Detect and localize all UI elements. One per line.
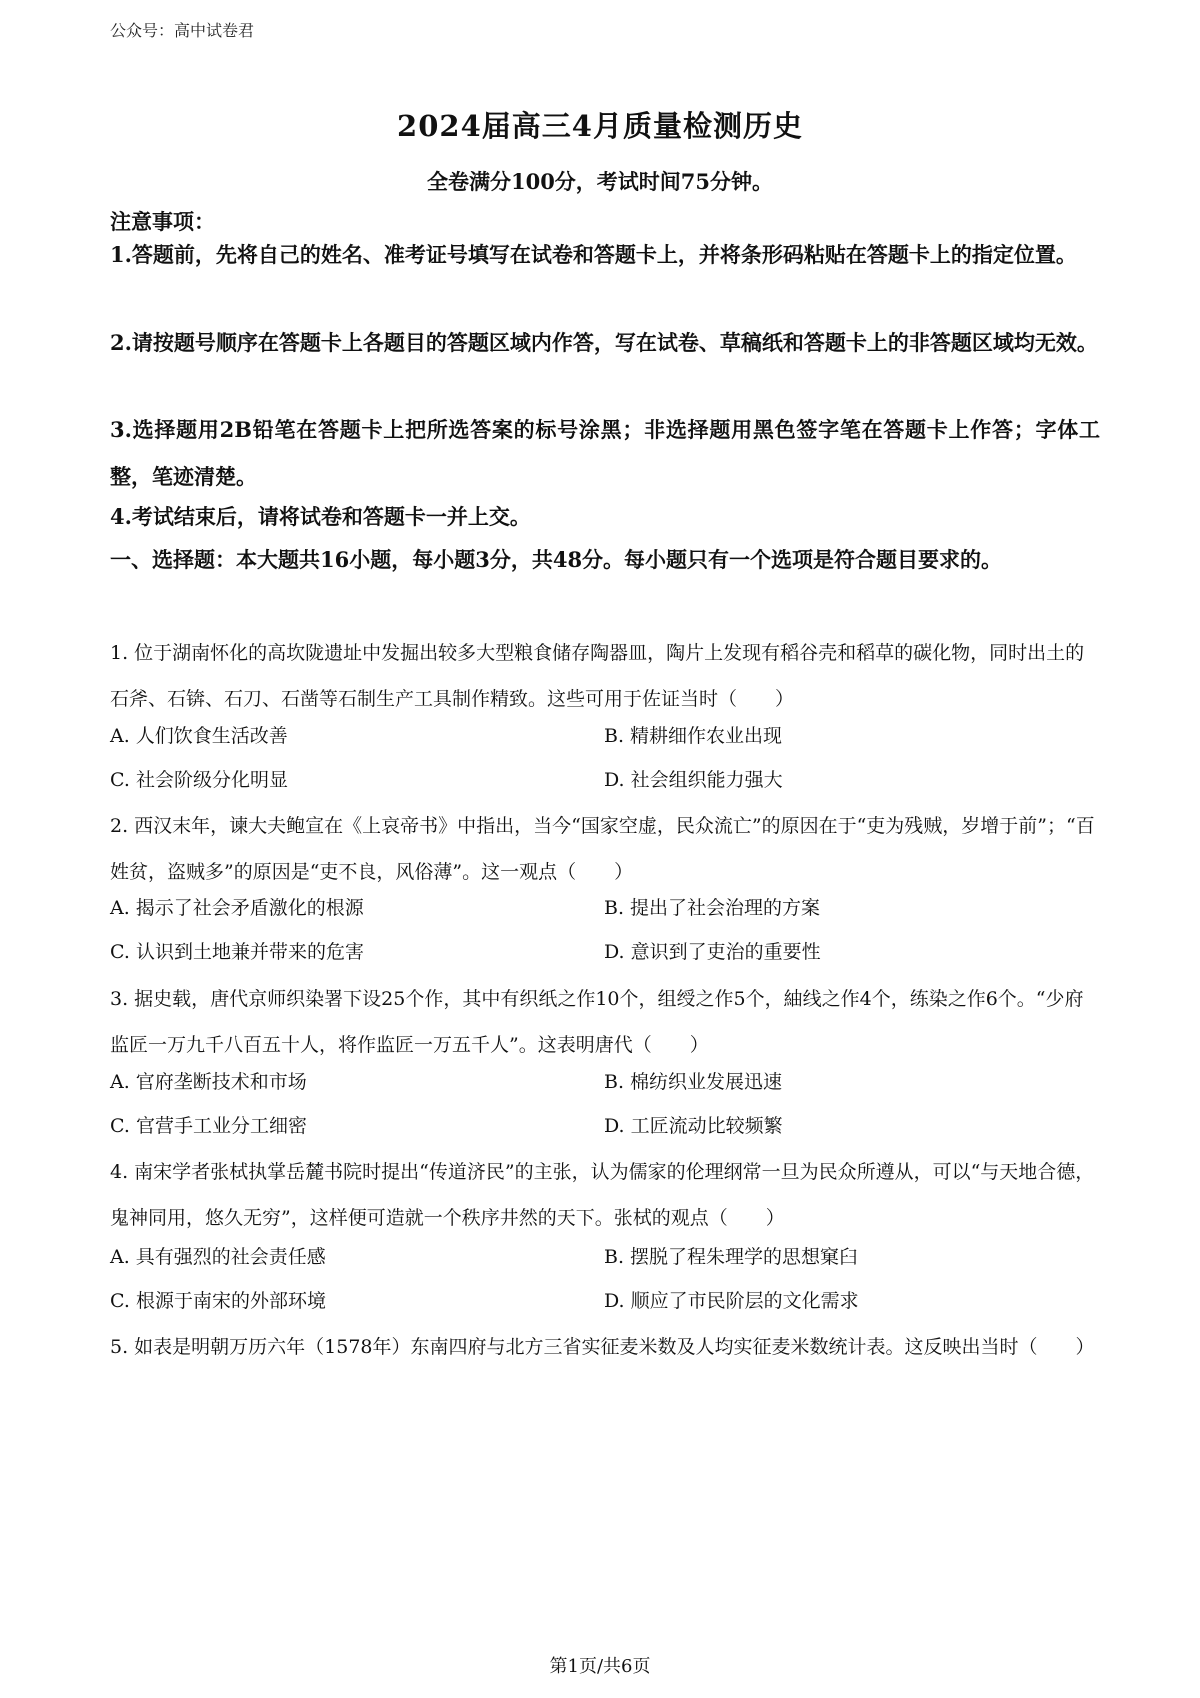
question-4-option-a: A. 具有强烈的社会责任感 — [110, 1246, 326, 1268]
question-4-stem: 4. 南宋学者张栻执掌岳麓书院时提出“传道济民”的主张，认为儒家的伦理纲常一旦为民众所遵从，可以“与天地合德，鬼神同用，悠久无穷”，这样便可造就一个秩序井然的天下。张栻的观点（ ） — [110, 1161, 1095, 1229]
question-2-option-a: A. 揭示了社会矛盾激化的根源 — [110, 897, 364, 919]
question-2-stem: 2. 西汉末年，谏大夫鲍宣在《上哀帝书》中指出，当今“国家空虚，民众流亡”的原因在于“吏为残贼，岁增于前”；“百姓贫，盗贼多”的原因是“吏不良，风俗薄”。这一观点（ ） — [110, 815, 1095, 883]
question-1-stem: 1. 位于湖南怀化的高坎陇遗址中发掘出较多大型粮食储存陶器皿，陶片上发现有稻谷壳和稻草的碳化物，同时出土的石斧、石锛、石刀、石凿等石制生产工具制作精致。这些可用于佐证当时（ ） — [110, 642, 1085, 710]
notice-item-3: 3.选择题用2B铅笔在答题卡上把所选答案的标号涂黑；非选择题用黑色签字笔在答题卡上作答；字体工整，笔迹清楚。 — [110, 417, 1100, 489]
page-footer: 第1页/共6页 — [549, 1656, 651, 1677]
question-2-option-d: D. 意识到了吏治的重要性 — [604, 941, 821, 963]
question-5-stem: 5. 如表是明朝万历六年（1578年）东南四府与北方三省实征麦米数及人均实征麦米数统计表。这反映出当时（ ） — [110, 1336, 1095, 1358]
question-3-option-d: D. 工匠流动比较频繁 — [604, 1115, 783, 1137]
question-3-option-b: B. 棉纺织业发展迅速 — [604, 1071, 783, 1093]
question-1-option-c: C. 社会阶级分化明显 — [110, 769, 288, 791]
question-1-option-a: A. 人们饮食生活改善 — [110, 725, 288, 747]
question-2-option-b: B. 提出了社会治理的方案 — [604, 897, 821, 919]
notice-item-2: 2.请按题号顺序在答题卡上各题目的答题区域内作答，写在试卷、草稿纸和答题卡上的非答题区域均无效。 — [110, 330, 1098, 355]
question-3-option-a: A. 官府垄断技术和市场 — [110, 1071, 307, 1093]
question-1-option-d: D. 社会组织能力强大 — [604, 769, 783, 791]
question-4-option-d: D. 顺应了市民阶层的文化需求 — [604, 1290, 859, 1312]
question-2-option-c: C. 认识到土地兼并带来的危害 — [110, 941, 364, 963]
exam-subtitle: 全卷满分100分，考试时间75分钟。 — [426, 169, 774, 194]
notice-heading: 注意事项： — [110, 209, 215, 234]
exam-title: 2024届高三4月质量检测历史 — [397, 109, 803, 143]
question-1-option-b: B. 精耕细作农业出现 — [604, 725, 783, 747]
notice-item-4: 4.考试结束后，请将试卷和答题卡一并上交。 — [110, 504, 531, 529]
section-heading: 一、选择题：本大题共16小题，每小题3分，共48分。每小题只有一个选项是符合题目要求的。 — [110, 547, 1003, 572]
notice-item-1: 1.答题前，先将自己的姓名、准考证号填写在试卷和答题卡上，并将条形码粘贴在答题卡上的指定位置。 — [110, 242, 1077, 267]
question-4-option-b: B. 摆脱了程朱理学的思想窠臼 — [604, 1246, 859, 1268]
question-3-stem: 3. 据史载，唐代京师织染署下设25个作，其中有织纸之作10个，组绶之作5个，紬线之作4个，练染之作6个。“少府监匠一万九千八百五十人，将作监匠一万五千人”。这表明唐代（ ） — [110, 988, 1084, 1056]
question-3-option-c: C. 官营手工业分工细密 — [110, 1115, 307, 1137]
header-note: 公众号：高中试卷君 — [110, 21, 255, 40]
question-4-option-c: C. 根源于南宋的外部环境 — [110, 1290, 326, 1312]
